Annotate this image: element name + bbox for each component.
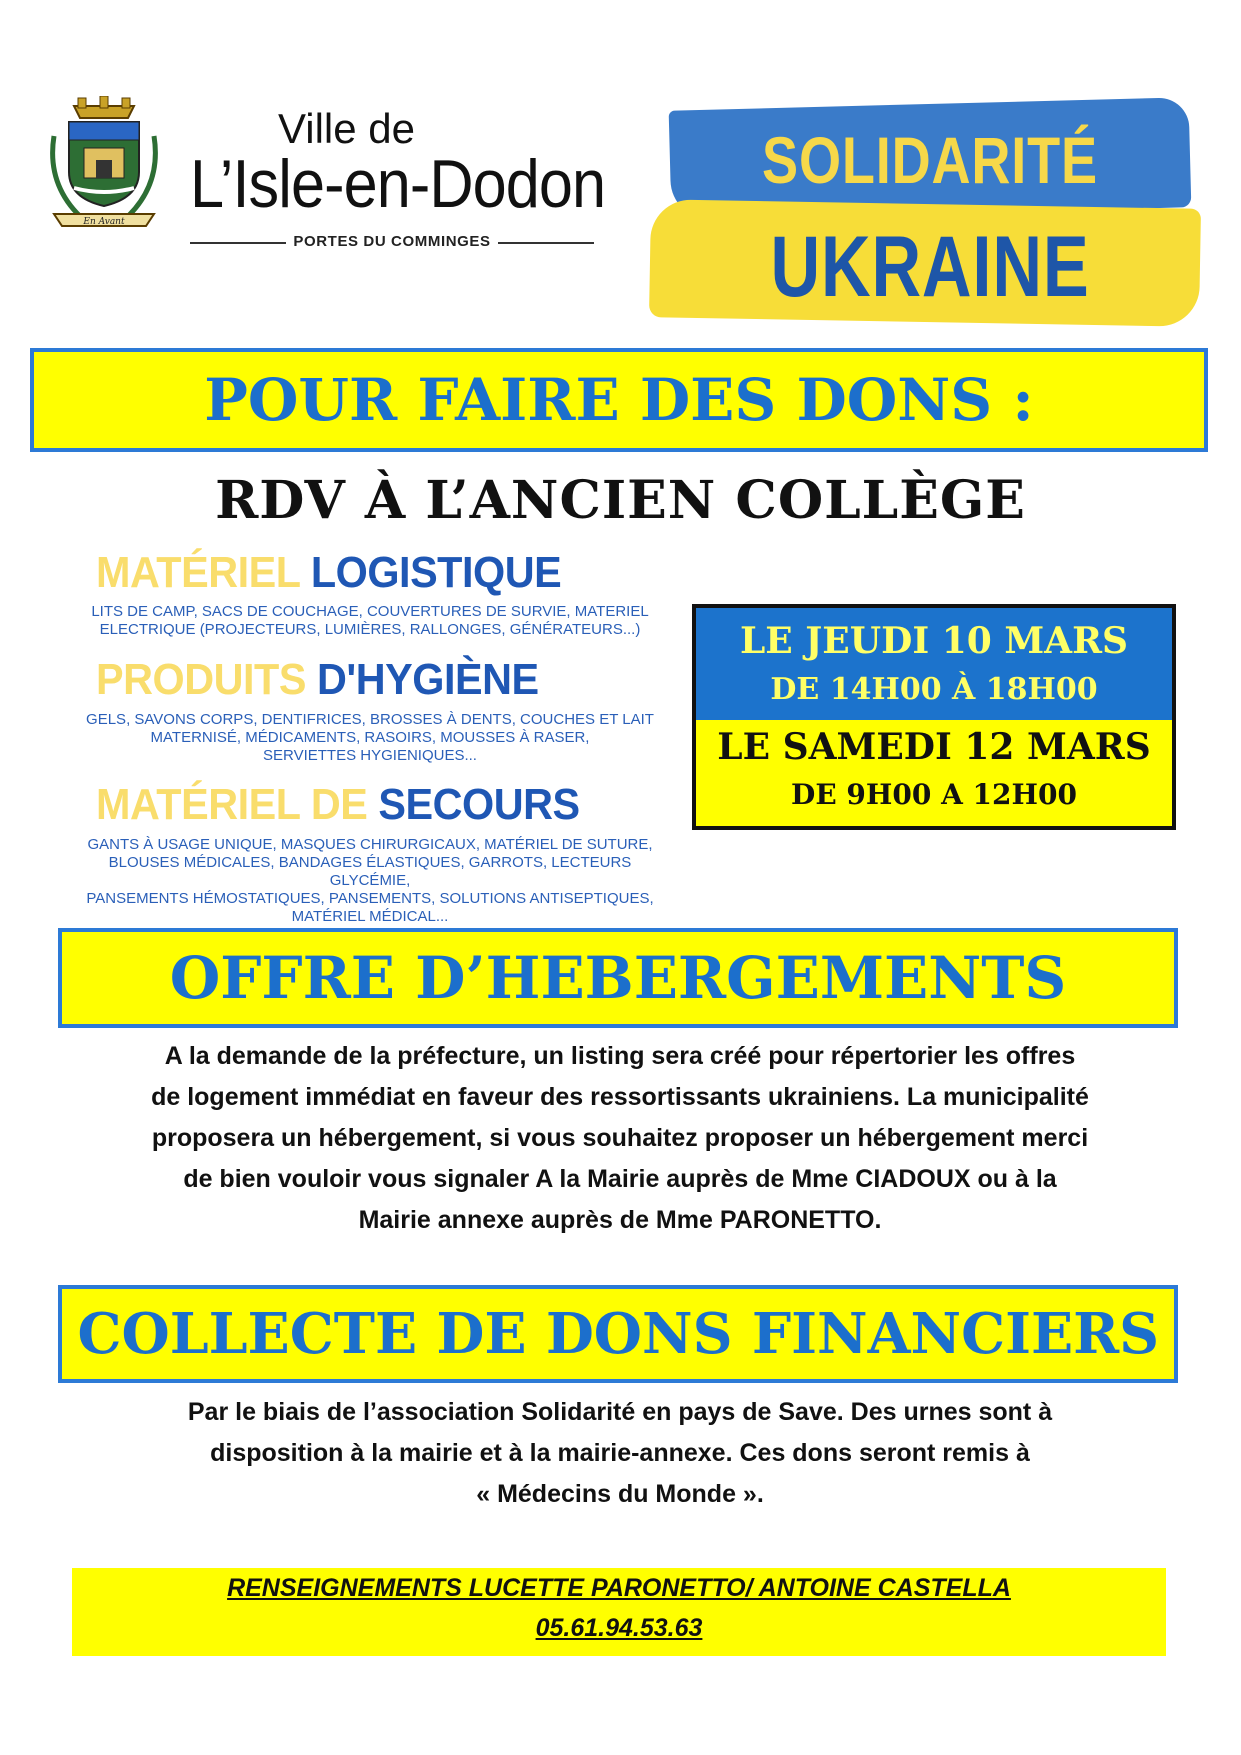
paragraph-line: Mairie annexe auprès de Mme PARONETTO. — [358, 1206, 882, 1234]
desc-line: SERVIETTES HYGIENIQUES... — [263, 747, 477, 764]
solidarity-ukraine-banner — [650, 94, 1210, 326]
category-first-aid-title — [96, 780, 580, 830]
svg-text:En Avant: En Avant — [83, 217, 125, 227]
category-hygiene-title — [96, 655, 539, 705]
donation-location: RDV À L’ANCIEN COLLÈGE — [215, 470, 1026, 531]
category-title-part-b: D'HYGIÈNE — [316, 655, 539, 704]
category-title-part-a: MATÉRIEL DE — [96, 780, 368, 829]
category-first-aid-desc — [70, 836, 670, 926]
desc-line: LITS DE CAMP, SACS DE COUCHAGE, COUVERTURES DE SURVIE, MATERIEL — [91, 603, 649, 620]
paragraph-line: de bien vouloir vous signaler A la Mairie auprès de Mme CIADOUX ou à la — [183, 1165, 1057, 1193]
paragraph-line: disposition à la mairie et à la mairie-annexe. Ces dons seront remis à — [210, 1439, 1030, 1467]
category-title-part-b: SECOURS — [378, 780, 580, 829]
city-prefix: Ville de — [278, 105, 415, 152]
donations-heading: POUR FAIRE DES DONS : — [204, 366, 1034, 434]
category-logistics-desc — [70, 603, 670, 639]
date-day-2: LE SAMEDI 12 MARS — [717, 726, 1151, 768]
city-tagline: PORTES DU COMMINGES — [293, 233, 491, 250]
city-name: L’Isle-en-Dodon — [190, 146, 606, 222]
desc-line: GANTS À USAGE UNIQUE, MASQUES CHIRURGICAUX, MATÉRIEL DE SUTURE, — [87, 836, 653, 853]
paragraph-line: proposera un hébergement, si vous souhaitez proposer un hébergement merci — [151, 1124, 1089, 1152]
donations-heading-banner — [30, 348, 1208, 452]
banner-line-ukraine: UKRAINE — [770, 219, 1090, 315]
date-hours-2: DE 9H00 A 12H00 — [791, 778, 1077, 811]
contact-names: RENSEIGNEMENTS LUCETTE PARONETTO/ ANTOINE CASTELLA — [227, 1574, 1011, 1602]
desc-line: MATÉRIEL MÉDICAL... — [291, 908, 449, 925]
category-hygiene-desc — [70, 711, 670, 765]
category-logistics-title — [96, 548, 561, 598]
desc-line: ELECTRIQUE (PROJECTEURS, LUMIÈRES, RALLONGES, GÉNÉRATEURS...) — [99, 621, 641, 638]
financial-heading-banner — [58, 1285, 1178, 1383]
financial-heading: COLLECTE DE DONS FINANCIERS — [77, 1301, 1159, 1367]
town-crest-logo — [44, 96, 164, 246]
donation-dates-box — [692, 604, 1176, 830]
desc-line: GELS, SAVONS CORPS, DENTIFRICES, BROSSES À DENTS, COUCHES ET LAIT — [86, 711, 654, 728]
category-title-part-a: MATÉRIEL — [96, 548, 300, 597]
housing-heading: OFFRE D’HEBERGEMENTS — [169, 944, 1067, 1012]
paragraph-line: Par le biais de l’association Solidarité en pays de Save. Des urnes sont à — [187, 1398, 1053, 1426]
paragraph-line: « Médecins du Monde ». — [476, 1480, 764, 1508]
contact-box — [72, 1568, 1166, 1656]
contact-phone: 05.61.94.53.63 — [535, 1614, 703, 1642]
category-title-part-b: LOGISTIQUE — [310, 548, 562, 597]
paragraph-line: de logement immédiat en faveur des ressortissants ukrainiens. La municipalité — [151, 1083, 1089, 1111]
banner-line-solidarite: SOLIDARITÉ — [762, 123, 1098, 197]
housing-paragraph — [60, 1036, 1180, 1241]
financial-paragraph — [60, 1392, 1180, 1515]
desc-line: MATERNISÉ, MÉDICAMENTS, RASOIRS, MOUSSES À RASER, — [150, 729, 590, 746]
paragraph-line: A la demande de la préfecture, un listing sera créé pour répertorier les offres — [164, 1042, 1076, 1070]
date-day-1: LE JEUDI 10 MARS — [739, 620, 1129, 662]
desc-line: BLOUSES MÉDICALES, BANDAGES ÉLASTIQUES, GARROTS, LECTEURS GLYCÉMIE, — [108, 854, 632, 889]
category-title-part-a: PRODUITS — [96, 655, 306, 704]
housing-heading-banner — [58, 928, 1178, 1028]
desc-line: PANSEMENTS HÉMOSTATIQUES, PANSEMENTS, SOLUTIONS ANTISEPTIQUES, — [86, 890, 654, 907]
date-hours-1: DE 14H00 À 18H00 — [770, 672, 1098, 707]
